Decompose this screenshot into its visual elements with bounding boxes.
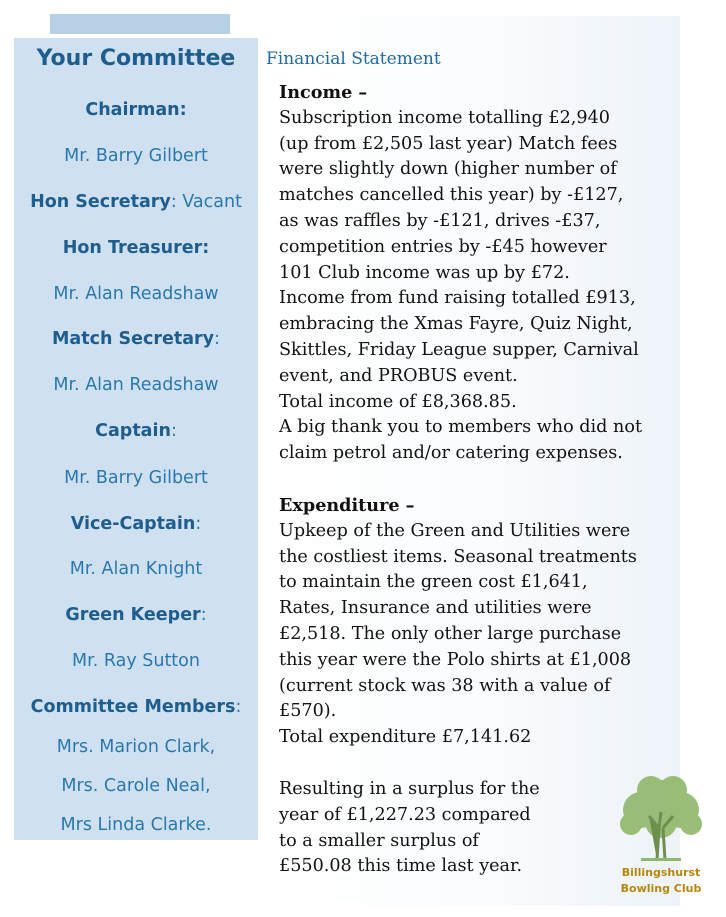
expenditure-text-line: the costliest items. Seasonal treatments	[279, 546, 637, 567]
role-captain: Captain:	[95, 421, 177, 441]
name-green-keeper: Mr. Ray Sutton	[72, 651, 200, 671]
tree-icon	[611, 772, 711, 864]
name-hon-treasurer: Mr. Alan Readshaw	[53, 284, 219, 304]
role-match-secretary: Match Secretary:	[52, 329, 220, 349]
income-text-line: 101 Club income was up by £72.	[279, 262, 570, 283]
expenditure-text-line: £570).	[279, 701, 337, 722]
expenditure-paragraph	[279, 519, 689, 751]
role-hon-secretary: Hon Secretary: Vacant	[30, 192, 242, 212]
income-text-line: Income from fund raising totalled £913,	[279, 288, 636, 309]
income-text-line: Skittles, Friday League supper, Carnival	[279, 339, 639, 360]
expenditure-section	[279, 493, 689, 751]
role-committee-members: Committee Members:	[30, 697, 242, 717]
expenditure-text-line: this year were the Polo shirts at £1,008	[279, 649, 632, 670]
surplus-text-line: year of £1,227.23 compared	[279, 804, 531, 825]
income-text-line: as was raffles by -£121, drives -£37,	[279, 210, 601, 231]
expenditure-text-line: £2,518. The only other large purchase	[279, 623, 622, 644]
financial-statement-title: Financial Statement	[266, 49, 441, 69]
income-text-line: Subscription income totalling £2,940	[279, 107, 610, 128]
header-accent-bar	[50, 14, 230, 34]
expenditure-text-line: (current stock was 38 with a value of	[279, 675, 611, 696]
surplus-text-line: £550.08 this time last year.	[279, 856, 523, 877]
role-vice-captain: Vice-Captain:	[70, 514, 202, 534]
income-section	[279, 80, 689, 467]
name-captain: Mr. Barry Gilbert	[64, 468, 208, 488]
committee-heading: Your Committee	[36, 46, 236, 71]
surplus-text-line: to a smaller surplus of	[279, 830, 479, 851]
role-hon-treasurer: Hon Treasurer:	[62, 238, 210, 258]
income-text-line: Total income of £8,368.85.	[279, 391, 517, 412]
committee-member: Mrs. Carole Neal,	[61, 776, 211, 796]
income-text-line: matches cancelled this year) by -£127,	[279, 185, 624, 206]
income-text-line: competition entries by -£45 however	[279, 236, 607, 257]
income-text-line: event, and PROBUS event.	[279, 365, 518, 386]
income-paragraph	[279, 106, 689, 467]
committee-member: Mrs. Marion Clark,	[56, 737, 216, 757]
expenditure-text-line: Total expenditure £7,141.62	[279, 727, 532, 748]
logo-line-1: Billingshurst	[621, 866, 701, 879]
expenditure-text-line: Rates, Insurance and utilities were	[279, 598, 592, 619]
logo-line-2: Bowling Club	[620, 882, 702, 895]
surplus-text-line: Resulting in a surplus for the	[279, 779, 540, 799]
income-text-line: were slightly down (higher number of	[279, 159, 617, 180]
committee-sidebar	[14, 38, 258, 840]
income-text-line: embracing the Xmas Fayre, Quiz Night,	[279, 314, 633, 335]
income-text-line: (up from £2,505 last year) Match fees	[279, 133, 618, 154]
expenditure-text-line: to maintain the green cost £1,641,	[279, 572, 588, 593]
name-vice-captain: Mr. Alan Knight	[69, 559, 203, 579]
role-green-keeper: Green Keeper:	[65, 605, 207, 625]
name-match-secretary: Mr. Alan Readshaw	[53, 375, 219, 395]
role-chairman: Chairman:	[85, 100, 187, 120]
name-chairman: Mr. Barry Gilbert	[64, 146, 208, 166]
income-text-line: A big thank you to members who did not	[279, 417, 643, 438]
expenditure-heading: Expenditure –	[279, 495, 415, 516]
expenditure-text-line: Upkeep of the Green and Utilities were	[279, 520, 631, 541]
club-logo	[606, 772, 716, 902]
income-text-line: claim petrol and/or catering expenses.	[279, 443, 623, 464]
committee-member: Mrs Linda Clarke.	[60, 815, 212, 835]
income-heading: Income –	[279, 82, 368, 103]
